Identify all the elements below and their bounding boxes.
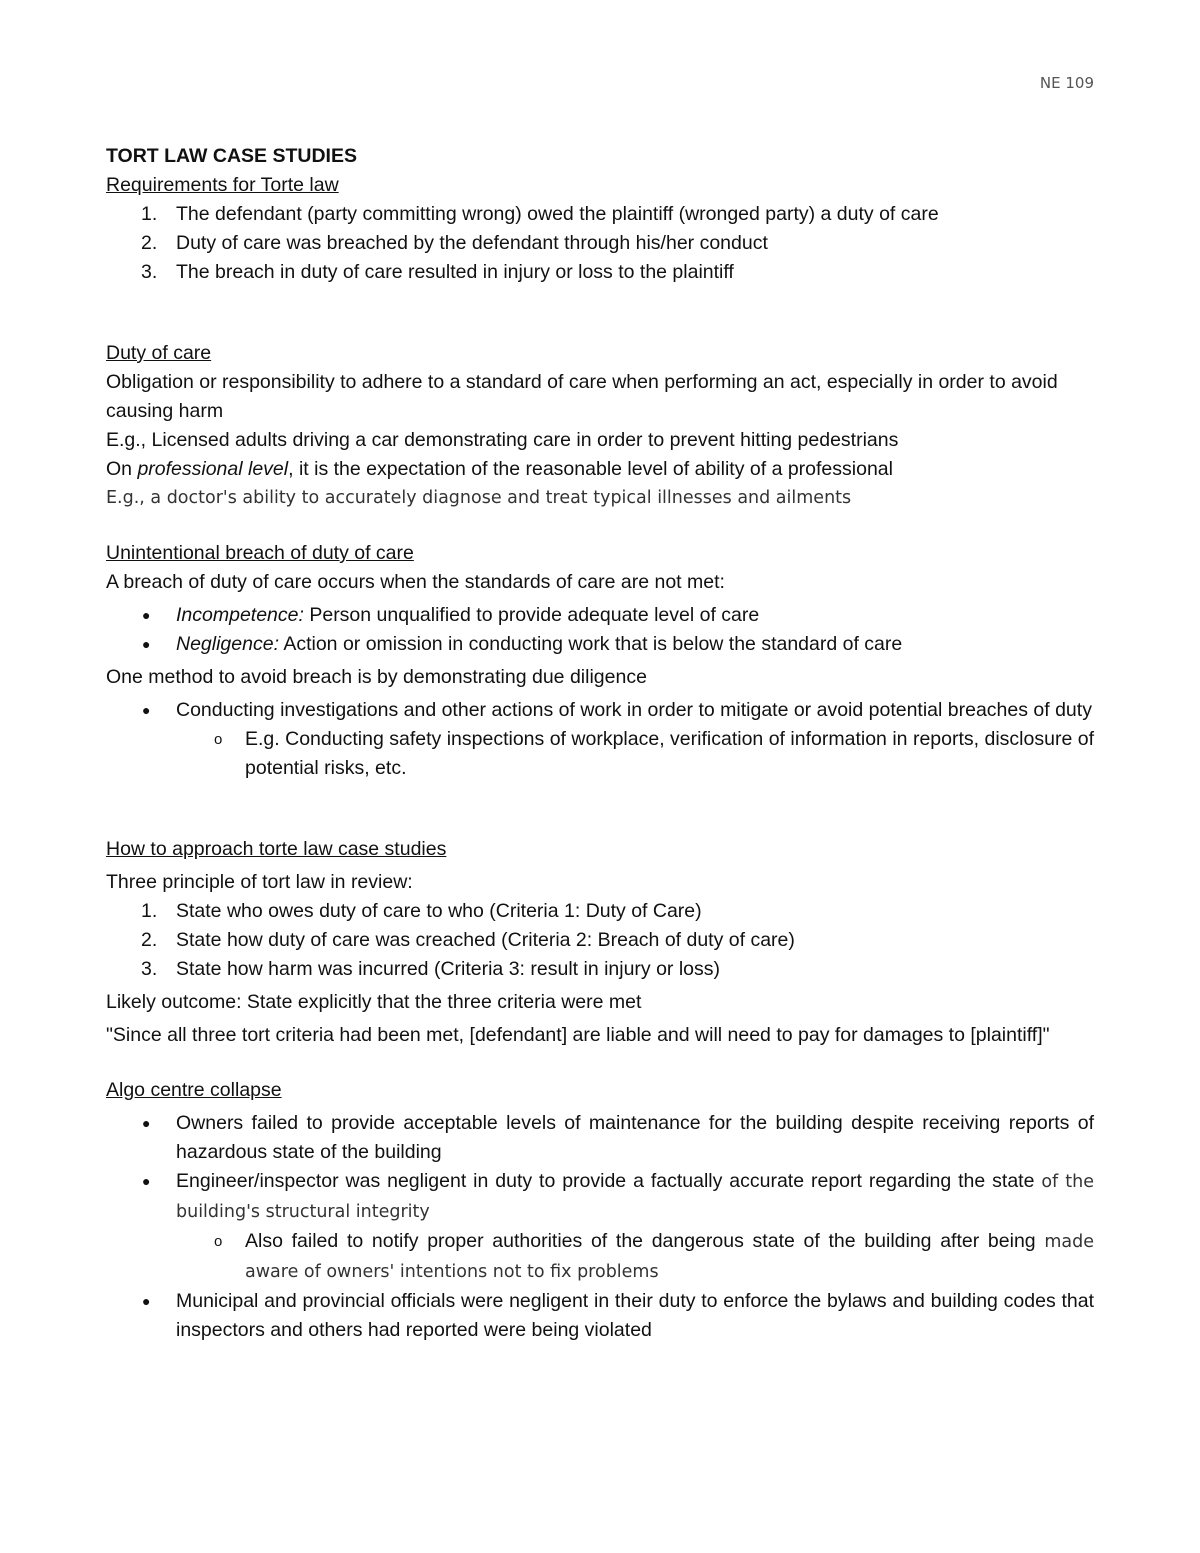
sub-bullet-icon: o	[214, 731, 223, 748]
duty-example-doctor: E.g., a doctor's ability to accurately diagnose and treat typical illnesses and ailments	[106, 488, 852, 508]
document-body	[106, 142, 1094, 1345]
list-number: 2.	[141, 929, 158, 951]
duty-definition: Obligation or responsibility to adhere to a standard of care when performing an act, especially in order to avoid causing harm	[106, 371, 1058, 422]
bullet-icon: ●	[142, 1173, 151, 1189]
list-item: 3. The breach in duty of care resulted in injury or loss to the plaintiff	[106, 258, 1094, 287]
approach-list	[106, 897, 1094, 984]
bullet-icon: ●	[142, 1115, 151, 1131]
likely-outcome: Likely outcome: State explicitly that the three criteria were met	[106, 991, 642, 1013]
list-number: 1.	[141, 203, 158, 225]
list-item: 1. State who owes duty of care to who (Criteria 1: Duty of Care)	[106, 897, 1094, 926]
list-item: ● Negligence: Action or omission in conducting work that is below the standard of care	[106, 630, 1094, 659]
list-item: ● Engineer/inspector was negligent in duty to provide a factually accurate report regarding the state of the building's structural integrity	[106, 1167, 1094, 1227]
list-item: 3. State how harm was incurred (Criteria 3: result in injury or loss)	[106, 955, 1094, 984]
section-heading-duty-of-care: Duty of care	[106, 342, 212, 364]
duty-example-driving: E.g., Licensed adults driving a car demonstrating care in order to prevent hitting pedestrians	[106, 429, 899, 451]
sub-list-item: o E.g. Conducting safety inspections of workplace, verification of information in reports, disclosure of potential risks, etc.	[106, 725, 1094, 783]
bullet-icon: ●	[142, 702, 151, 718]
bullet-icon: ●	[142, 636, 151, 652]
page-title: TORT LAW CASE STUDIES	[106, 145, 357, 167]
requirements-list	[106, 200, 1094, 287]
sub-bullet-icon: o	[214, 1233, 223, 1250]
breach-intro: A breach of duty of care occurs when the standards of care are not met:	[106, 571, 725, 593]
bullet-icon: ●	[142, 1293, 151, 1309]
section-heading-requirements: Requirements for Torte law	[106, 174, 339, 196]
section-heading-algo: Algo centre collapse	[106, 1079, 282, 1101]
due-diligence-method: One method to avoid breach is by demonstrating due diligence	[106, 666, 647, 688]
approach-intro: Three principle of tort law in review:	[106, 871, 413, 893]
list-item: 2. Duty of care was breached by the defendant through his/her conduct	[106, 229, 1094, 258]
bullet-icon: ●	[142, 607, 151, 623]
breach-list	[106, 601, 1094, 659]
diligence-list	[106, 696, 1094, 783]
sub-list-item: o Also failed to notify proper authorities of the dangerous state of the building after being made aware of owners' intentions not to fix problems	[106, 1227, 1094, 1287]
list-number: 3.	[141, 958, 158, 980]
list-item: ● Incompetence: Person unqualified to provide adequate level of care	[106, 601, 1094, 630]
list-item: ● Owners failed to provide acceptable levels of maintenance for the building despite receiving reports of hazardous state of the building	[106, 1109, 1094, 1167]
duty-professional-level: On professional level, it is the expectation of the reasonable level of ability of a professional	[106, 458, 893, 480]
list-number: 3.	[141, 261, 158, 283]
algo-list	[106, 1109, 1094, 1345]
page-header-code: NE 109	[1039, 74, 1094, 92]
list-number: 2.	[141, 232, 158, 254]
list-item: ● Municipal and provincial officials were negligent in their duty to enforce the bylaws and building codes that inspectors and others had reported were being violated	[106, 1287, 1094, 1345]
list-number: 1.	[141, 900, 158, 922]
list-item: 2. State how duty of care was creached (Criteria 2: Breach of duty of care)	[106, 926, 1094, 955]
list-item: 1. The defendant (party committing wrong) owed the plaintiff (wronged party) a duty of care	[106, 200, 1094, 229]
outcome-quote: "Since all three tort criteria had been met, [defendant] are liable and will need to pay for damages to [plaintiff]"	[106, 1024, 1050, 1046]
section-heading-breach: Unintentional breach of duty of care	[106, 542, 414, 564]
section-heading-approach: How to approach torte law case studies	[106, 838, 447, 860]
list-item: ● Conducting investigations and other actions of work in order to mitigate or avoid potential breaches of duty	[106, 696, 1094, 725]
